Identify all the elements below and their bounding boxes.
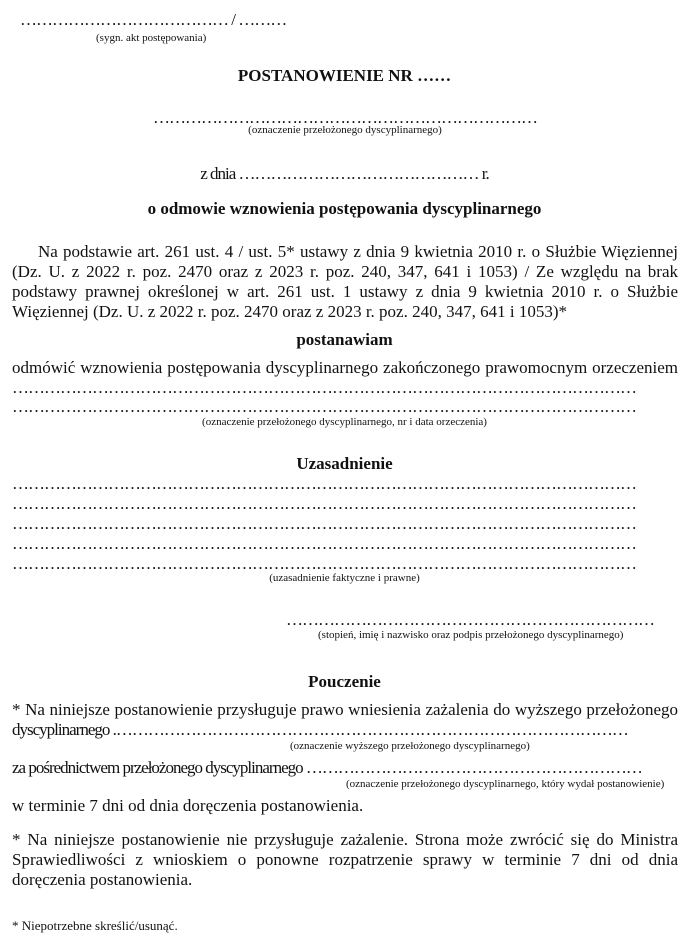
document-subject: o odmowie wznowienia postępowania dyscyplinarnego [147, 199, 542, 218]
justification-dots-line: ……………………………………………………………………………………………………… [12, 554, 636, 573]
justification-dots-line: ……………………………………………………………………………………………………… [12, 534, 636, 553]
instruction-intermediary-line: za pośrednictwem przełożonego dyscyplinarnego ……………………………………………………… [12, 758, 642, 777]
case-number-caption: (sygn. akt postępowania) [96, 32, 207, 44]
legal-basis-paragraph: Na podstawie art. 261 ust. 4 / ust. 5* ustawy z dnia 9 kwietnia 2010 r. o Służbie Więziennej (Dz. U. z 2022 r. poz. 2470 oraz z 2023 r. poz. 240, 347, 641 i 1053) / Ze względu na brak podstawy prawnej określonej w art. 261 ust. 1 ustawy z dnia 9 kwietnia 2010 r. o Służbie Więziennej (Dz. U. z 2022 r. poz. 2470 oraz z 2023 r. poz. 240, 347, 641 i 1053)* [12, 242, 678, 321]
decision-heading: postanawiam [296, 330, 393, 349]
justification-dots-line: ……………………………………………………………………………………………………… [12, 494, 636, 513]
instruction-paragraph-no-appeal: * Na niniejsze postanowienie nie przysługuje zażalenie. Strona może zwrócić się do Ministra Sprawiedliwości z wnioskiem o ponowne rozpatrzenie sprawy w terminie 7 dni od dnia doręczenia postanowienia. [12, 830, 678, 889]
intermediary-caption: (oznaczenie przełożonego dyscyplinarnego, który wydał postanowienie) [346, 778, 665, 790]
date-line: z dnia ……………………………………… r. [200, 164, 489, 183]
instruction-heading: Pouczenie [308, 672, 381, 691]
instruction-deadline: w terminie 7 dni od dnia doręczenia postanowienia. [12, 796, 364, 815]
higher-superior-caption: (oznaczenie wyższego przełożonego dyscyplinarnego) [290, 740, 530, 752]
instruction-paragraph-1: * Na niniejsze postanowienie przysługuje prawo wniesienia zażalenia do wyższego przełożonego [12, 700, 678, 719]
decision-text: odmówić wznowienia postępowania dyscyplinarnego zakończonego prawomocnym orzeczeniem [12, 358, 678, 377]
signature-line: …………………………………………………………… [286, 610, 654, 629]
document-title: POSTANOWIENIE NR …… [237, 66, 452, 85]
justification-dots-line: ……………………………………………………………………………………………………… [12, 474, 636, 493]
justification-caption: (uzasadnienie faktyczne i prawne) [269, 572, 420, 584]
instruction-paragraph-1-dots: dyscyplinarnego .…………………………………………………………………………………… [12, 720, 628, 739]
signature-caption: (stopień, imię i nazwisko oraz podpis przełożonego dyscyplinarnego) [318, 629, 624, 641]
footnote: * Niepotrzebne skreślić/usunąć. [12, 918, 178, 933]
decision-caption: (oznaczenie przełożonego dyscyplinarnego, nr i data orzeczenia) [202, 416, 487, 428]
decision-dots-line-1: ……………………………………………………………………………………………………… [12, 378, 636, 397]
justification-dots-line: ……………………………………………………………………………………………………… [12, 514, 636, 533]
superior-caption: (oznaczenie przełożonego dyscyplinarnego) [248, 124, 442, 136]
justification-heading: Uzasadnienie [296, 454, 393, 473]
superior-line: ……………………………………………………………… [153, 108, 537, 127]
case-number-line: ………………………………… / ……… [20, 10, 287, 29]
decision-dots-line-2: ……………………………………………………………………………………………………… [12, 397, 636, 416]
